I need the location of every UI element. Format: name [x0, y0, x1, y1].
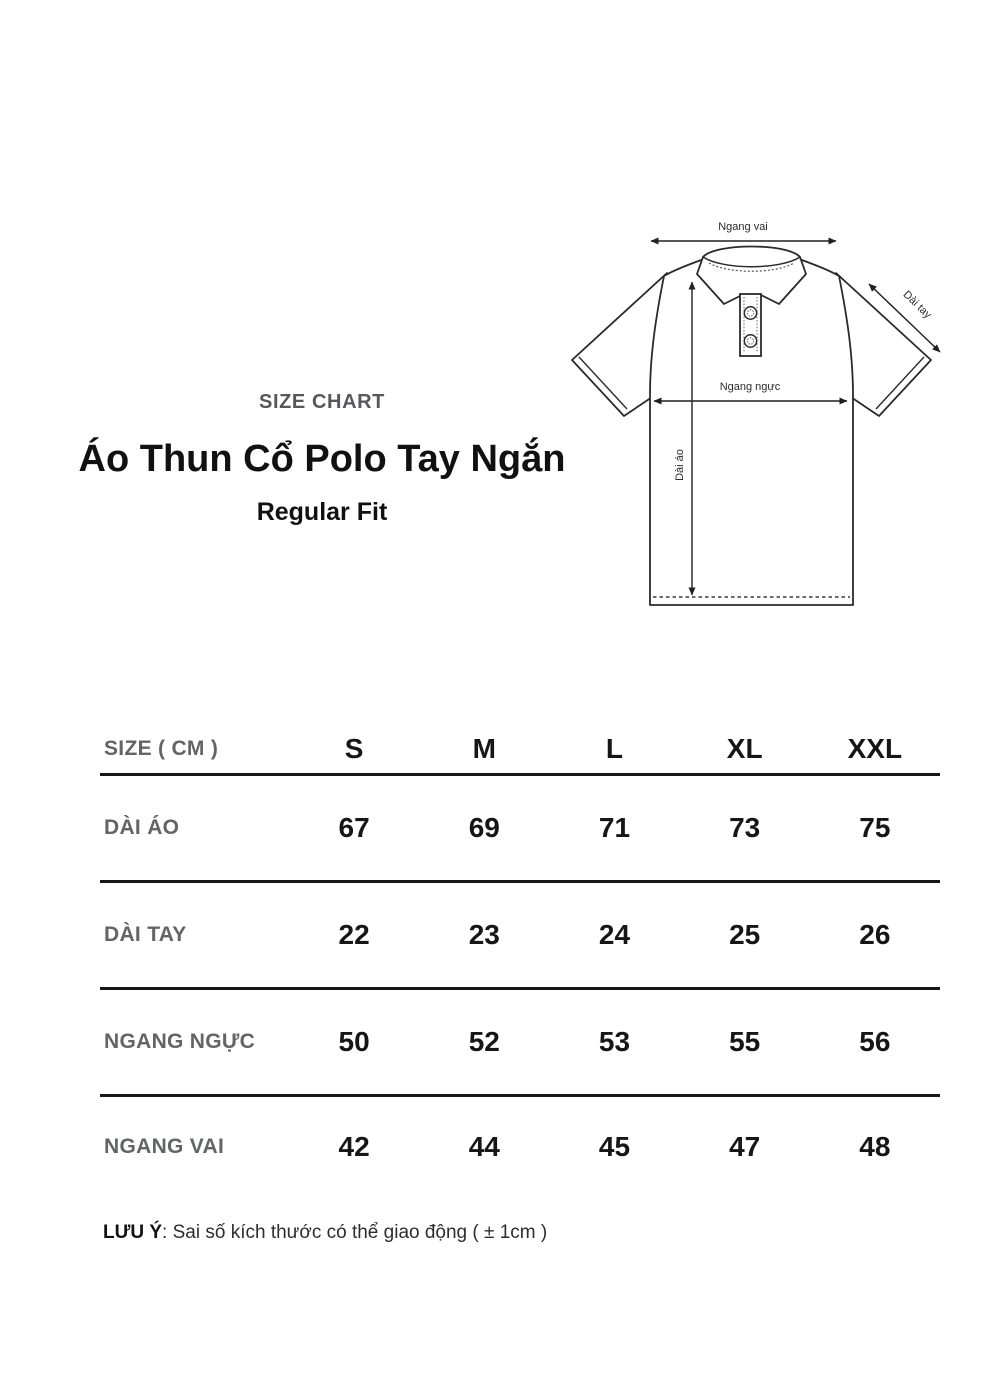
table-header-row: [100, 724, 940, 776]
note-prefix: LƯU Ý: [103, 1222, 163, 1243]
row-label: DÀI TAY: [104, 923, 187, 946]
size-col-l: L: [605, 732, 624, 764]
chest-width-label: Ngang ngực: [719, 381, 781, 393]
sleeve-length-label: Dài tay: [900, 288, 934, 322]
size-col-s: S: [344, 732, 364, 764]
polo-shirt-diagram: [552, 213, 960, 621]
size-col-xxl: XXL: [847, 732, 903, 764]
shoulder-width-arrow: [651, 221, 836, 241]
value-cell: 47: [729, 1131, 761, 1162]
shoulder-width-label: Ngang vai: [718, 221, 768, 233]
size-table: [100, 724, 940, 1197]
polo-placket: [740, 294, 761, 356]
value-cell: 24: [598, 919, 631, 950]
value-cell: 55: [729, 1026, 761, 1057]
table-row-chest-width: [100, 990, 940, 1097]
value-cell: 26: [859, 919, 891, 950]
table-row-shirt-length: [100, 776, 940, 883]
tolerance-note: [103, 1222, 547, 1244]
value-cell: 52: [468, 1026, 500, 1057]
title-block: [62, 391, 582, 527]
value-cell: 69: [468, 812, 500, 843]
value-cell: 45: [598, 1131, 631, 1162]
value-cell: 56: [859, 1026, 891, 1057]
value-cell: 25: [729, 919, 761, 950]
shirt-length-label: Dài áo: [674, 449, 686, 481]
table-corner-label: SIZE ( CM ): [104, 736, 219, 760]
size-col-m: M: [472, 732, 496, 764]
fit-subtitle: Regular Fit: [256, 498, 388, 526]
value-cell: 67: [338, 812, 370, 843]
value-cell: 44: [468, 1131, 500, 1162]
value-cell: 73: [729, 812, 761, 843]
value-cell: 50: [338, 1026, 370, 1057]
size-chart-eyebrow: SIZE CHART: [259, 391, 385, 413]
value-cell: 75: [859, 812, 891, 843]
value-cell: 48: [859, 1131, 891, 1162]
table-row-sleeve-length: [100, 883, 940, 990]
row-label: NGANG NGỰC: [104, 1030, 256, 1053]
size-col-xl: XL: [726, 732, 763, 764]
value-cell: 23: [468, 919, 500, 950]
row-label: DÀI ÁO: [104, 816, 180, 839]
note-text: : Sai số kích thước có thể giao động ( ± 1cm ): [162, 1222, 548, 1243]
value-cell: 42: [338, 1131, 370, 1162]
row-label: NGANG VAI: [104, 1135, 225, 1158]
value-cell: 71: [598, 812, 631, 843]
table-row-shoulder-width: [100, 1097, 940, 1197]
value-cell: 22: [338, 919, 370, 950]
value-cell: 53: [598, 1026, 631, 1057]
product-title: Áo Thun Cổ Polo Tay Ngắn: [78, 438, 566, 480]
